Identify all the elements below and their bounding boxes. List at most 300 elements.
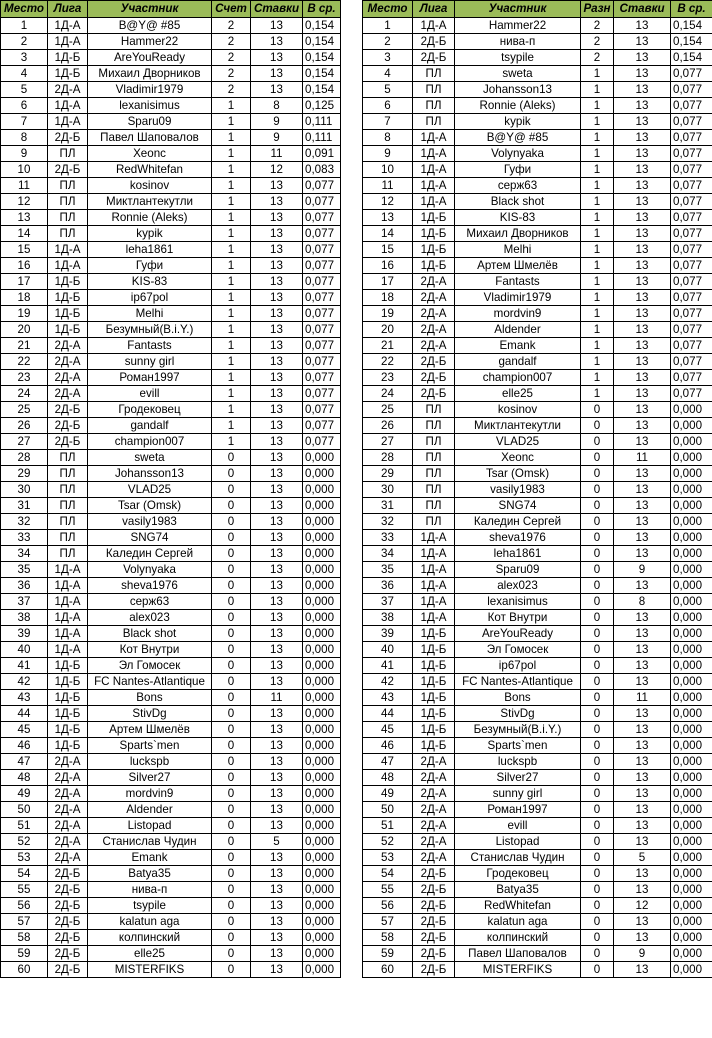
bets-cell: 13 [614,34,671,50]
league-cell: 2Д-Б [48,882,88,898]
league-cell: ПЛ [413,434,455,450]
bets-cell: 13 [251,322,303,338]
average-cell: 0,154 [671,50,712,66]
average-cell: 0,077 [671,130,712,146]
place-cell: 12 [1,194,48,210]
average-cell: 0,000 [303,658,341,674]
league-cell: 2Д-Б [413,386,455,402]
place-cell: 5 [1,82,48,98]
standings-table-difference [362,0,712,978]
place-cell: 8 [1,130,48,146]
league-cell: ПЛ [48,194,88,210]
header-bets: Ставки [614,1,671,18]
place-cell: 33 [363,530,413,546]
bets-cell: 13 [251,898,303,914]
value-cell: 0 [581,674,614,690]
table-row [1,802,341,818]
average-cell: 0,077 [671,274,712,290]
place-cell: 59 [363,946,413,962]
value-cell: 0 [581,498,614,514]
place-cell: 24 [1,386,48,402]
average-cell: 0,000 [303,930,341,946]
place-cell: 50 [363,802,413,818]
table-row [363,178,712,194]
value-cell: 0 [212,530,251,546]
participant-cell: Black shot [88,626,212,642]
average-cell: 0,077 [671,354,712,370]
average-cell: 0,000 [671,594,712,610]
table-row [1,930,341,946]
bets-cell: 13 [614,274,671,290]
average-cell: 0,000 [671,562,712,578]
bets-cell: 13 [251,546,303,562]
table-row [1,818,341,834]
bets-cell: 13 [614,498,671,514]
participant-cell: sunny girl [88,354,212,370]
bets-cell: 13 [251,562,303,578]
value-cell: 1 [581,274,614,290]
average-cell: 0,000 [303,674,341,690]
value-cell: 1 [581,242,614,258]
table-body [1,18,341,978]
table-row [1,194,341,210]
league-cell: 1Д-Б [413,226,455,242]
bets-cell: 13 [614,50,671,66]
bets-cell: 13 [251,578,303,594]
participant-cell: alex023 [455,578,581,594]
value-cell: 0 [212,786,251,802]
average-cell: 0,077 [303,306,341,322]
value-cell: 1 [581,322,614,338]
table-row [363,402,712,418]
table-row [363,354,712,370]
participant-cell: AreYouReady [455,626,581,642]
bets-cell: 13 [251,674,303,690]
bets-cell: 13 [614,610,671,626]
participant-cell: StivDg [88,706,212,722]
league-cell: 2Д-А [413,770,455,786]
table-row [1,450,341,466]
league-cell: 1Д-А [48,594,88,610]
place-cell: 14 [363,226,413,242]
participant-cell: Listopad [455,834,581,850]
value-cell: 0 [212,610,251,626]
value-cell: 1 [581,258,614,274]
bets-cell: 13 [614,546,671,562]
table-row [363,130,712,146]
participant-cell: Bons [455,690,581,706]
average-cell: 0,000 [303,626,341,642]
table-row [1,34,341,50]
league-cell: 1Д-А [413,578,455,594]
league-cell: 1Д-А [413,146,455,162]
league-cell: 1Д-Б [413,626,455,642]
table-row [363,882,712,898]
value-cell: 1 [212,434,251,450]
table-row [363,194,712,210]
participant-cell: KIS-83 [455,210,581,226]
place-cell: 9 [363,146,413,162]
bets-cell: 13 [251,482,303,498]
place-cell: 18 [363,290,413,306]
standings-table-score [0,0,341,978]
participant-cell: luckspb [88,754,212,770]
value-cell: 0 [212,754,251,770]
table-row [1,754,341,770]
bets-cell: 13 [614,818,671,834]
value-cell: 0 [581,946,614,962]
average-cell: 0,000 [671,850,712,866]
table-row [1,402,341,418]
bets-cell: 11 [251,690,303,706]
table-row [1,338,341,354]
header-league: Лига [413,1,455,18]
participant-cell: Михаил Дворников [88,66,212,82]
participant-cell: Павел Шаповалов [88,130,212,146]
participant-cell: колпинский [88,930,212,946]
place-cell: 16 [363,258,413,274]
place-cell: 8 [363,130,413,146]
average-cell: 0,000 [671,786,712,802]
average-cell: 0,154 [671,34,712,50]
value-cell: 0 [581,866,614,882]
participant-cell: RedWhitefan [455,898,581,914]
place-cell: 46 [363,738,413,754]
header-participant: Участник [455,1,581,18]
league-cell: 2Д-А [413,754,455,770]
league-cell: ПЛ [48,226,88,242]
place-cell: 34 [1,546,48,562]
bets-cell: 13 [614,146,671,162]
place-cell: 13 [363,210,413,226]
league-cell: 2Д-Б [48,930,88,946]
place-cell: 16 [1,258,48,274]
place-cell: 49 [363,786,413,802]
bets-cell: 13 [614,338,671,354]
average-cell: 0,000 [671,514,712,530]
place-cell: 28 [1,450,48,466]
league-cell: 2Д-А [413,850,455,866]
league-cell: 2Д-А [413,338,455,354]
bets-cell: 13 [614,578,671,594]
bets-cell: 13 [251,466,303,482]
table-row [1,290,341,306]
participant-cell: KIS-83 [88,274,212,290]
average-cell: 0,077 [303,402,341,418]
table-row [363,418,712,434]
place-cell: 52 [363,834,413,850]
value-cell: 1 [212,322,251,338]
average-cell: 0,000 [303,498,341,514]
table-row [1,594,341,610]
average-cell: 0,077 [671,338,712,354]
league-cell: 1Д-Б [48,290,88,306]
participant-cell: MISTERFIKS [455,962,581,978]
participant-cell: серж63 [88,594,212,610]
value-cell: 0 [212,466,251,482]
average-cell: 0,000 [671,802,712,818]
place-cell: 58 [1,930,48,946]
participant-cell: Станислав Чудин [455,850,581,866]
table-row [1,418,341,434]
table-row [363,466,712,482]
table-row [1,738,341,754]
value-cell: 0 [581,834,614,850]
bets-cell: 13 [251,738,303,754]
participant-cell: Sparu09 [88,114,212,130]
participant-cell: SNG74 [455,498,581,514]
participant-cell: Aldender [88,802,212,818]
average-cell: 0,000 [303,754,341,770]
average-cell: 0,000 [671,898,712,914]
place-cell: 33 [1,530,48,546]
participant-cell: Гуфи [455,162,581,178]
average-cell: 0,000 [671,690,712,706]
place-cell: 45 [1,722,48,738]
header-place: Место [1,1,48,18]
league-cell: 1Д-А [48,642,88,658]
place-cell: 36 [363,578,413,594]
participant-cell: vasily1983 [455,482,581,498]
value-cell: 0 [212,898,251,914]
participant-cell: Безумный(B.i.Y.) [455,722,581,738]
participant-cell: Эл Гомосек [455,642,581,658]
league-cell: 1Д-А [48,578,88,594]
bets-cell: 13 [614,834,671,850]
participant-cell: kypik [88,226,212,242]
average-cell: 0,083 [303,162,341,178]
header-bets: Ставки [251,1,303,18]
participant-cell: Гродековец [88,402,212,418]
bets-cell: 13 [251,434,303,450]
value-cell: 1 [212,258,251,274]
participant-cell: evill [88,386,212,402]
table-row [363,530,712,546]
header-place: Место [363,1,413,18]
bets-cell: 13 [251,178,303,194]
table-row [363,450,712,466]
value-cell: 1 [581,354,614,370]
average-cell: 0,077 [303,226,341,242]
league-cell: 2Д-Б [48,898,88,914]
average-cell: 0,000 [303,578,341,594]
table-row [363,82,712,98]
table-row [1,114,341,130]
average-cell: 0,000 [671,626,712,642]
value-cell: 0 [212,706,251,722]
place-cell: 6 [1,98,48,114]
average-cell: 0,000 [303,594,341,610]
participant-cell: Melhi [455,242,581,258]
place-cell: 55 [1,882,48,898]
table-row [1,466,341,482]
participant-cell: MISTERFIKS [88,962,212,978]
average-cell: 0,000 [303,834,341,850]
bets-cell: 13 [251,802,303,818]
participant-cell: Роман1997 [88,370,212,386]
table-row [1,834,341,850]
bets-cell: 13 [614,242,671,258]
table-row [363,738,712,754]
value-cell: 1 [212,386,251,402]
participant-cell: Xeonc [455,450,581,466]
participant-cell: Volynyaka [88,562,212,578]
participant-cell: Безумный(B.i.Y.) [88,322,212,338]
value-cell: 0 [212,866,251,882]
table-row [1,66,341,82]
participant-cell: Каледин Сергей [455,514,581,530]
average-cell: 0,077 [671,258,712,274]
participant-cell: Black shot [455,194,581,210]
bets-cell: 13 [614,98,671,114]
average-cell: 0,000 [303,562,341,578]
league-cell: 1Д-А [48,258,88,274]
average-cell: 0,000 [303,706,341,722]
participant-cell: Каледин Сергей [88,546,212,562]
average-cell: 0,077 [671,210,712,226]
league-cell: 2Д-Б [413,50,455,66]
place-cell: 40 [1,642,48,658]
table-row [363,578,712,594]
table-row [363,66,712,82]
table-row [363,946,712,962]
league-cell: 1Д-А [413,130,455,146]
bets-cell: 13 [614,66,671,82]
average-cell: 0,077 [671,370,712,386]
place-cell: 19 [363,306,413,322]
participant-cell: sheva1976 [455,530,581,546]
average-cell: 0,000 [671,450,712,466]
participant-cell: FC Nantes-Atlantique [455,674,581,690]
value-cell: 0 [212,882,251,898]
table-row [363,370,712,386]
average-cell: 0,154 [303,18,341,34]
place-cell: 43 [1,690,48,706]
participant-cell: FC Nantes-Atlantique [88,674,212,690]
participant-cell: Кот Внутри [88,642,212,658]
table-row [1,210,341,226]
average-cell: 0,077 [671,242,712,258]
bets-cell: 13 [251,530,303,546]
table-row [363,338,712,354]
participant-cell: VLAD25 [88,482,212,498]
league-cell: ПЛ [413,514,455,530]
table-row [363,226,712,242]
average-cell: 0,000 [303,786,341,802]
place-cell: 45 [363,722,413,738]
participant-cell: elle25 [455,386,581,402]
place-cell: 50 [1,802,48,818]
table-row [363,274,712,290]
place-cell: 14 [1,226,48,242]
value-cell: 2 [581,18,614,34]
bets-cell: 9 [614,946,671,962]
league-cell: 1Д-Б [413,706,455,722]
value-cell: 0 [581,562,614,578]
value-cell: 1 [581,210,614,226]
table-row [363,98,712,114]
bets-cell: 11 [614,690,671,706]
bets-cell: 13 [614,386,671,402]
table-row [363,802,712,818]
bets-cell: 13 [614,466,671,482]
value-cell: 1 [212,354,251,370]
value-cell: 0 [581,818,614,834]
average-cell: 0,000 [303,690,341,706]
average-cell: 0,077 [303,370,341,386]
place-cell: 42 [363,674,413,690]
bets-cell: 13 [251,930,303,946]
league-cell: 2Д-Б [48,402,88,418]
bets-cell: 8 [614,594,671,610]
place-cell: 36 [1,578,48,594]
average-cell: 0,000 [303,898,341,914]
participant-cell: tsypile [88,898,212,914]
place-cell: 51 [363,818,413,834]
average-cell: 0,077 [303,178,341,194]
value-cell: 0 [581,802,614,818]
league-cell: ПЛ [48,466,88,482]
table-row [363,674,712,690]
average-cell: 0,000 [671,706,712,722]
average-cell: 0,000 [671,498,712,514]
value-cell: 1 [212,402,251,418]
table-row [1,690,341,706]
bets-cell: 13 [251,290,303,306]
league-cell: 1Д-А [413,194,455,210]
participant-cell: Роман1997 [455,802,581,818]
value-cell: 0 [212,930,251,946]
bets-cell: 5 [251,834,303,850]
participant-cell: Silver27 [455,770,581,786]
bets-cell: 13 [614,162,671,178]
league-cell: ПЛ [413,98,455,114]
bets-cell: 13 [251,754,303,770]
table-row [1,498,341,514]
bets-cell: 13 [251,818,303,834]
table-row [363,210,712,226]
league-cell: 1Д-А [48,18,88,34]
bets-cell: 13 [251,338,303,354]
average-cell: 0,077 [671,146,712,162]
place-cell: 1 [1,18,48,34]
table-row [1,226,341,242]
bets-cell: 13 [614,754,671,770]
league-cell: ПЛ [48,146,88,162]
bets-cell: 13 [251,514,303,530]
participant-cell: нива-п [455,34,581,50]
average-cell: 0,154 [303,82,341,98]
average-cell: 0,077 [303,210,341,226]
bets-cell: 13 [251,626,303,642]
table-row [1,642,341,658]
table-row [1,274,341,290]
value-cell: 0 [581,658,614,674]
average-cell: 0,000 [671,882,712,898]
place-cell: 38 [1,610,48,626]
average-cell: 0,000 [671,642,712,658]
value-cell: 1 [212,306,251,322]
average-cell: 0,000 [303,818,341,834]
bets-cell: 13 [614,530,671,546]
value-cell: 1 [212,98,251,114]
table-row [363,930,712,946]
bets-cell: 13 [251,242,303,258]
value-cell: 0 [581,434,614,450]
value-cell: 1 [212,162,251,178]
place-cell: 17 [363,274,413,290]
bets-cell: 13 [251,642,303,658]
